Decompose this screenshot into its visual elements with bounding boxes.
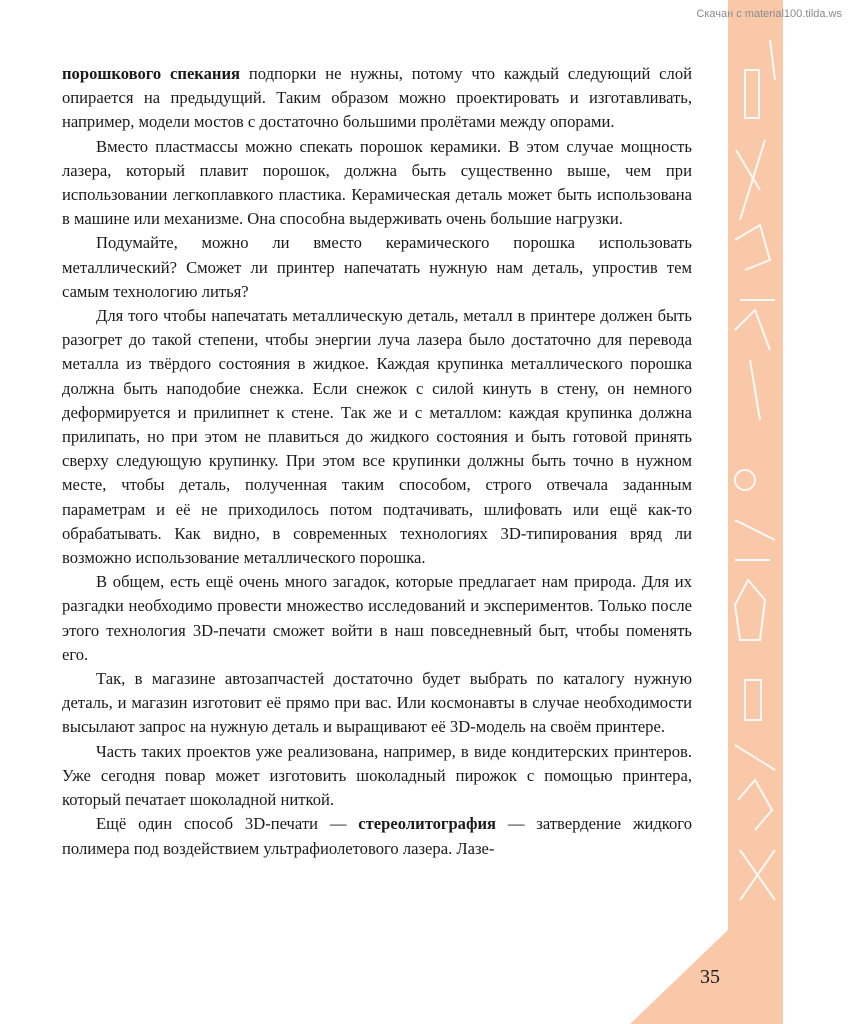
bold-term-stereolithography: стереолитография bbox=[358, 814, 496, 834]
paragraph-4: Для того чтобы напечатать металлическую деталь, металл в принтере должен быть разогрет до такой степени, чтобы энергии луча лазера было достаточно для перевода металла из твёрдого состояния в жидкое. Каждая крупинка металлического порошка должна быть наподобие снежка. Если снежок с силой кинуть в стену, он немного деформируется и прилипнет к стене. Так же и с металлом: каждая крупинка должна прилипать, но при этом не плавиться до жидкого состояния и быть готовой принять сверху следующую крупинку. При этом все крупинки должны быть точно в нужном месте, чтобы деталь, полученная таким способом, строго отвечала заданным параметрам и её не приходилось потом подтачивать, шлифовать или ещё как-то обрабатывать. Как видно, в современных технологиях 3D-типирования вряд ли возможно использование металлического порошка. bbox=[62, 306, 692, 568]
bold-term-powder-sintering: порошкового спекания bbox=[62, 64, 241, 83]
paragraph-3: Подумайте, можно ли вместо керамического порошка использовать металлический? Сможет ли принтер напечатать нужную нам деталь, упростив тем самым технологию литья? bbox=[62, 233, 692, 301]
paragraph-1 bbox=[62, 62, 692, 135]
page-body bbox=[62, 62, 692, 861]
paragraph-8-pre: Ещё один способ 3D-печати — bbox=[96, 814, 359, 834]
paragraph-6: Так, в магазине автозапчастей достаточно будет выбрать по каталогу нужную деталь, и магазин изготовит её прямо при вас. Или космонавты в случае необходимости высылают запрос на нужную деталь и выращивают её 3D-модель на своём принтере. bbox=[62, 669, 692, 737]
watermark: Скачан с material100.tilda.ws bbox=[696, 8, 842, 20]
paragraph-7: Часть таких проектов уже реализована, например, в виде кондитерских принтеров. Уже сегодня повар может изготовить шоколадный пирожок с помощью принтера, который печатает шоколадной ниткой. bbox=[62, 741, 692, 810]
page-number: 35 bbox=[700, 966, 720, 988]
paragraph-5: В общем, есть ещё очень много загадок, которые предлагает нам природа. Для их разгадки необходимо провести множество исследований и экспериментов. Только после этого технология 3D-печати сможет войти в наш повседневный быт, чтобы поменять его. bbox=[62, 572, 692, 664]
paragraph-1-text: подпорки не нужны, потому что каждый следующий слой опирается на предыдущий. Таким образом можно проектировать и изготавливать, например, модели мостов с достаточно большими пролётами между опорами. bbox=[62, 64, 692, 132]
paragraph-8-post: — затвердение жидкого полимера под воздействием ультрафиолетового лазера. Лазе- bbox=[62, 814, 692, 858]
paragraph-8 bbox=[62, 812, 692, 860]
paragraph-2: Вместо пластмассы можно спекать порошок керамики. В этом случае мощность лазера, который плавит порошок, должна быть существенно выше, чем при использовании легкоплавкого пластика. Керамическая деталь может быть использована в машине или механизме. Она способна выдерживать очень большие нагрузки. bbox=[62, 136, 692, 229]
